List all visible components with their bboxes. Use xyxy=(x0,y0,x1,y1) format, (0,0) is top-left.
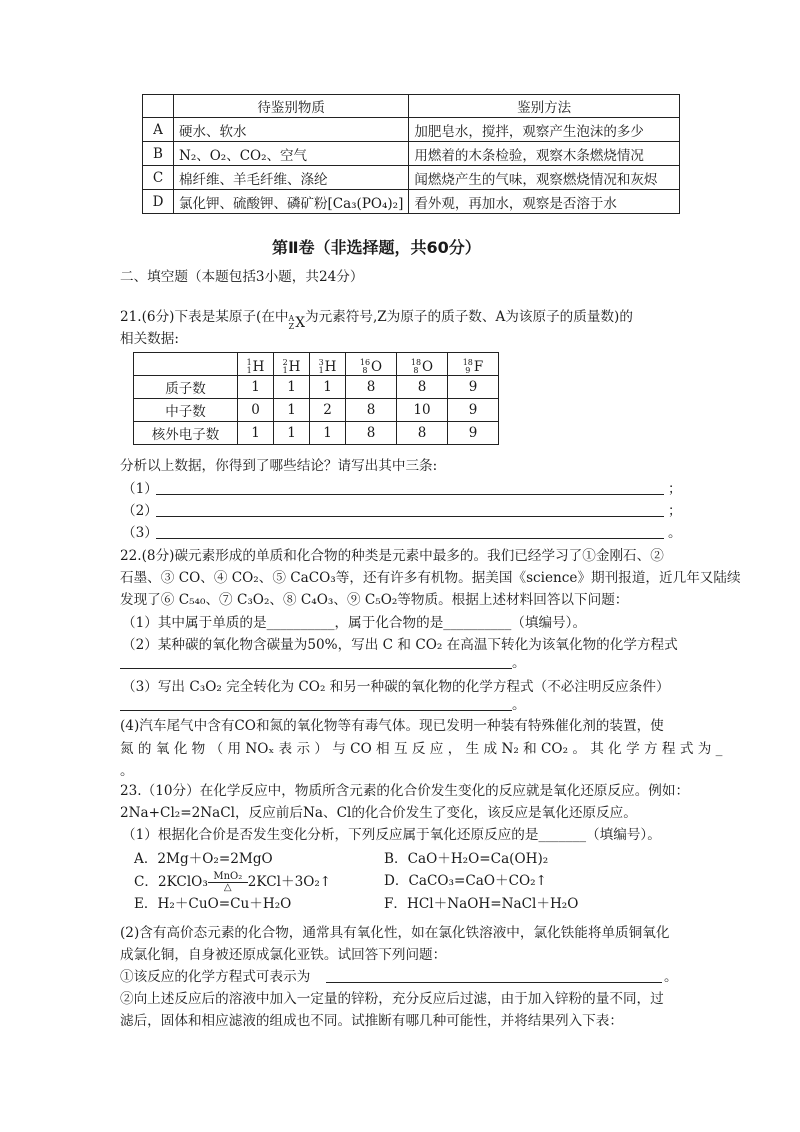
table-cell: 0 xyxy=(238,399,274,422)
answer-end: 。 xyxy=(512,655,526,671)
table-cell: 8 xyxy=(397,422,448,445)
table-cell: 1 xyxy=(238,376,274,399)
catalyst-label: MnO₂ xyxy=(208,872,248,883)
answer-blank[interactable] xyxy=(120,668,512,669)
q23-sub2: (2)含有高价态元素的化合物，通常具有氧化性，如在氯化铁溶液中，氯化铁能将单质铜氧化 xyxy=(120,925,670,941)
isotope-header xyxy=(397,353,448,376)
q21-intro-cont: 相关数据: xyxy=(120,331,179,347)
iso-a: 18 xyxy=(410,358,422,367)
q23-sub2-2: ②向上述反应后的溶液中加入一定量的锌粉，充分反应后过滤，由于加入锌粉的量不同，过 xyxy=(120,991,664,1007)
table-row xyxy=(143,166,680,190)
table-cell: 看外观，再加水，观察是否溶于水 xyxy=(409,190,680,214)
table-cell: 加肥皂水，搅拌，观察产生泡沫的多少 xyxy=(409,118,680,142)
q23-sub1: （1）根据化合价是否发生变化分析，下列反应属于氧化还原反应的是_______（填编号）。 xyxy=(122,827,661,843)
table-cell: 氯化钾、硫酸钾、磷矿粉[Ca₃(PO₄)₂] xyxy=(174,190,409,214)
table-header-cell xyxy=(143,95,174,118)
isotope-header xyxy=(448,353,499,376)
iso-el: H xyxy=(288,359,301,375)
answer-end: ； xyxy=(668,481,682,497)
iso-z: 1 xyxy=(318,366,324,375)
table-header-row xyxy=(143,95,680,118)
option-a: A．2Mg＋O₂=2MgO xyxy=(134,851,273,867)
answer-blank[interactable] xyxy=(326,982,662,983)
table-cell: D xyxy=(143,190,174,214)
iso-z: 8 xyxy=(413,366,419,375)
iso-a: 18 xyxy=(462,358,473,367)
answer-end: 。 xyxy=(664,969,678,985)
q22-sub1: （1）其中属于单质的是__________，属于化合物的是__________（填编号）。 xyxy=(122,615,587,631)
q23-sub2-2: 滤后，固体和相应滤液的组成也不同。试推断有哪几种可能性，并将结果列入下表： xyxy=(120,1013,623,1029)
q22-sub4-end: 。 xyxy=(120,763,134,779)
option-c-right: 2KCl＋3O₂↑ xyxy=(247,874,332,890)
row-label: 核外电子数 xyxy=(134,422,238,445)
table-cell: 9 xyxy=(448,422,499,445)
table-cell: 9 xyxy=(448,376,499,399)
table-cell: 1 xyxy=(274,376,310,399)
identification-table xyxy=(142,94,680,214)
table-cell: 1 xyxy=(274,422,310,445)
isotope-header xyxy=(346,353,397,376)
row-label: 中子数 xyxy=(134,399,238,422)
table-cell: 2 xyxy=(310,399,346,422)
table-row xyxy=(134,422,499,445)
option-e: E．H₂＋CuO=Cu＋H₂O xyxy=(134,896,292,912)
table-cell: 1 xyxy=(274,399,310,422)
q22-line: 石墨、③ CO、④ CO₂、⑤ CaCO₃等，还有许多有机物。据美国《science》期刊报道，近几年又陆续 xyxy=(120,570,741,586)
table-row xyxy=(134,376,499,399)
q23-line: 23.（10分）在化学反应中，物质所含元素的化合价发生变化的反应就是氧化还原反应。例如： xyxy=(120,783,690,799)
iso-z: 9 xyxy=(465,366,471,375)
q23-sub2-1: ①该反应的化学方程式可表示为 xyxy=(120,969,311,985)
iso-a: 1 xyxy=(246,358,252,367)
table-row xyxy=(143,190,680,214)
table-header-cell: 鉴别方法 xyxy=(409,95,680,118)
q22-sub4: (4)汽车尾气中含有CO和氮的氧化物等有毒气体。现已发明一种装有特殊催化剂的装置，使 xyxy=(120,718,664,734)
atom-data-table xyxy=(133,352,499,445)
table-cell: 8 xyxy=(346,422,397,445)
q21-intro xyxy=(120,308,633,332)
table-header-row xyxy=(134,353,499,376)
table-cell: 9 xyxy=(448,399,499,422)
part-heading: 二、填空题（本题包括3小题，共24分） xyxy=(120,269,364,285)
option-f: F．HCl＋NaOH=NaCl＋H₂O xyxy=(384,896,579,912)
option-c xyxy=(134,872,331,893)
iso-a: 16 xyxy=(359,358,371,367)
element-symbol xyxy=(289,314,305,332)
answer-label: （2） xyxy=(122,503,158,519)
iso-el: F xyxy=(473,359,484,375)
option-c-left: C．2KClO₃ xyxy=(134,874,208,890)
q22-sub2: （2）某种碳的氧化物含碳量为50%，写出 C 和 CO₂ 在高温下转化为该氧化物的化学方程式 xyxy=(122,637,678,653)
section-title: 第Ⅱ卷（非选择题，共60分） xyxy=(272,238,481,257)
table-cell: 8 xyxy=(346,376,397,399)
iso-el: H xyxy=(252,359,265,375)
table-cell: 棉纤维、羊毛纤维、涤纶 xyxy=(174,166,409,190)
table-cell: 1 xyxy=(238,422,274,445)
iso-el: O xyxy=(422,359,434,375)
table-cell: C xyxy=(143,166,174,190)
table-row xyxy=(134,399,499,422)
mass-number: A xyxy=(288,314,295,323)
table-cell: 用燃着的木条检验，观察木条燃烧情况 xyxy=(409,142,680,166)
isotope-header xyxy=(274,353,310,376)
q22-sub3: （3）写出 C₃O₂ 完全转化为 CO₂ 和另一种碳的氧化物的化学方程式（不必注明反应条件） xyxy=(122,679,670,695)
answer-blank[interactable] xyxy=(120,710,512,711)
iso-z: 8 xyxy=(362,366,368,375)
table-cell: 1 xyxy=(310,376,346,399)
answer-blank[interactable] xyxy=(156,516,664,517)
reaction-condition xyxy=(208,872,248,893)
iso-z: 1 xyxy=(282,366,288,375)
iso-a: 2 xyxy=(282,358,288,367)
answer-end: ； xyxy=(668,503,682,519)
answer-blank[interactable] xyxy=(156,538,664,539)
table-cell: A xyxy=(143,118,174,142)
answer-end: 。 xyxy=(668,525,682,541)
q22-line: 发现了⑥ C₅₄₀、⑦ C₃O₂、⑧ C₄O₃、⑨ C₅O₂等物质。根据上述材料回答以下问题： xyxy=(120,592,629,608)
q21-intro-text-b: 为元素符号,Z为原子的质子数、A为该原子的质量数)的 xyxy=(305,309,633,325)
q21-intro-text-a: 21.(6分)下表是某原子(在中 xyxy=(120,309,289,325)
table-cell: 闻燃烧产生的气味，观察燃烧情况和灰烬 xyxy=(409,166,680,190)
q23-sub2: 成氯化铜，自身被还原成氯化亚铁。试回答下列问题： xyxy=(120,947,447,963)
atomic-number: Z xyxy=(288,322,295,331)
table-cell: N₂、O₂、CO₂、空气 xyxy=(174,142,409,166)
q21-question: 分析以上数据，你得到了哪些结论？请写出其中三条: xyxy=(120,458,438,474)
answer-end: 。 xyxy=(512,697,526,713)
heat-label: △ xyxy=(223,882,232,893)
table-cell: 10 xyxy=(397,399,448,422)
table-row xyxy=(143,118,680,142)
table-cell: B xyxy=(143,142,174,166)
iso-el: O xyxy=(371,359,383,375)
iso-a: 3 xyxy=(318,358,324,367)
table-cell: 1 xyxy=(310,422,346,445)
answer-label: （3） xyxy=(122,525,158,541)
row-label: 质子数 xyxy=(134,376,238,399)
table-row xyxy=(143,142,680,166)
table-cell: 8 xyxy=(346,399,397,422)
symbol-x: X xyxy=(295,315,305,331)
table-header-cell: 待鉴别物质 xyxy=(174,95,409,118)
option-d: D．CaCO₃=CaO＋CO₂↑ xyxy=(384,873,548,889)
answer-blank[interactable] xyxy=(156,494,664,495)
iso-el: H xyxy=(324,359,337,375)
iso-z: 1 xyxy=(246,366,252,375)
q22-line: 22.(8分)碳元素形成的单质和化合物的种类是元素中最多的。我们已经学习了①金刚石、② xyxy=(120,548,664,564)
isotope-header xyxy=(310,353,346,376)
option-b: B．CaO＋H₂O=Ca(OH)₂ xyxy=(384,851,549,867)
answer-label: （1） xyxy=(122,481,158,497)
q22-sub4: 氮 的 氧 化 物 （ 用 NOₓ 表 示 ） 与 CO 相 互 反 应 ， 生 成 N₂ 和 CO₂ 。 其 化 学 方 程 式 为 _ xyxy=(120,741,723,757)
q23-line: 2Na+Cl₂=2NaCl，反应前后Na、Cl的化合价发生了变化，该反应是氧化还原反应。 xyxy=(120,805,637,821)
table-cell: 8 xyxy=(397,376,448,399)
table-header-cell xyxy=(134,353,238,376)
table-cell: 硬水、软水 xyxy=(174,118,409,142)
isotope-header xyxy=(238,353,274,376)
